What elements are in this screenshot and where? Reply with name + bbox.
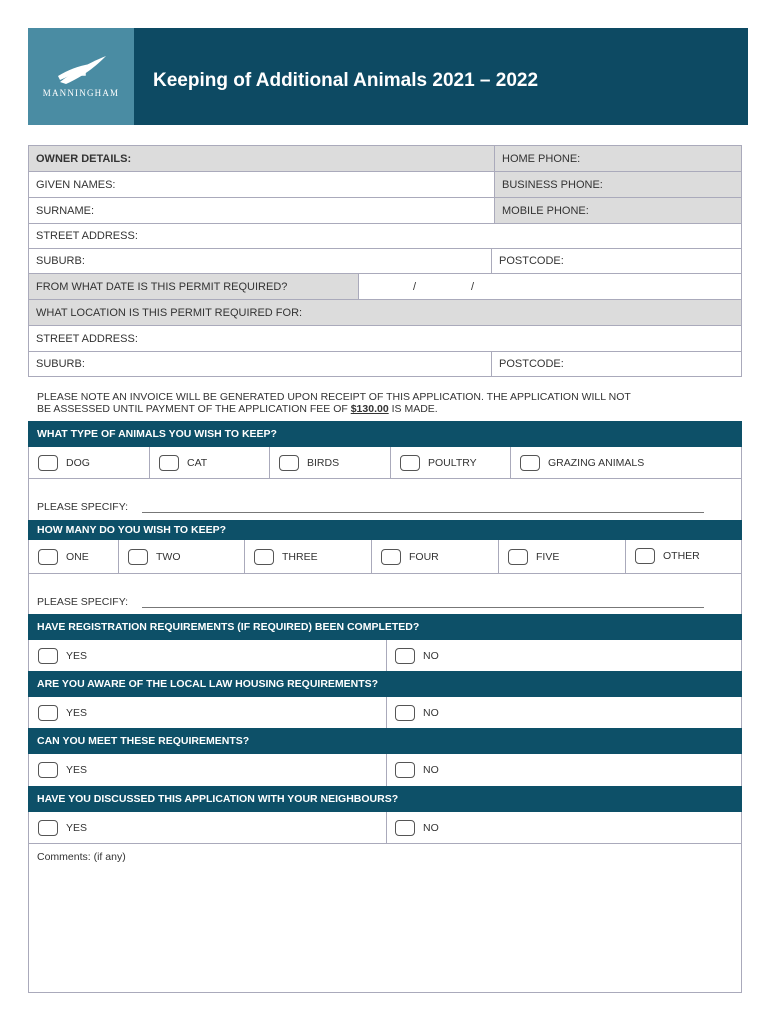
given-names-row: [28, 171, 742, 198]
location-suburb-field[interactable]: SUBURB:: [36, 358, 85, 370]
housing-no-checkbox[interactable]: NO: [395, 705, 439, 721]
checkbox-icon[interactable]: [159, 455, 179, 471]
checkbox-poultry[interactable]: POULTRY: [400, 455, 477, 471]
checkbox-one[interactable]: ONE: [38, 549, 89, 565]
page-title: Keeping of Additional Animals 2021 – 2022: [153, 70, 539, 91]
owner-street-row: [28, 223, 742, 249]
surname-field[interactable]: SURNAME:: [36, 204, 95, 217]
checkbox-icon[interactable]: [395, 648, 415, 664]
invoice-note-line2: BE ASSESSED UNTIL PAYMENT OF THE APPLICATION FEE OF $130.00 IS MADE.: [37, 403, 438, 415]
checkbox-other[interactable]: OTHER: [635, 548, 700, 564]
checkbox-icon[interactable]: [38, 762, 58, 778]
permit-date-row: [28, 273, 742, 300]
checkbox-five[interactable]: FIVE: [508, 549, 559, 565]
given-names-field[interactable]: GIVEN NAMES:: [36, 178, 116, 191]
comments-label: Comments: (if any): [37, 851, 126, 863]
checkbox-icon[interactable]: [254, 549, 274, 565]
checkbox-two[interactable]: TWO: [128, 549, 181, 565]
registration-question: HAVE REGISTRATION REQUIREMENTS (IF REQUIRED) BEEN COMPLETED?: [28, 614, 742, 640]
registration-no-checkbox[interactable]: NO: [395, 648, 439, 664]
checkbox-dog[interactable]: DOG: [38, 455, 90, 471]
checkbox-icon[interactable]: [38, 705, 58, 721]
surname-row: [28, 197, 742, 224]
home-phone-field[interactable]: HOME PHONE:: [494, 146, 741, 171]
comments-box[interactable]: [28, 843, 742, 993]
neighbours-no-checkbox[interactable]: NO: [395, 820, 439, 836]
checkbox-grazing-animals[interactable]: GRAZING ANIMALS: [520, 455, 644, 471]
housing-requirements-question: ARE YOU AWARE OF THE LOCAL LAW HOUSING REQUIREMENTS?: [28, 671, 742, 697]
checkbox-four[interactable]: FOUR: [381, 549, 439, 565]
meet-requirements-question: CAN YOU MEET THESE REQUIREMENTS?: [28, 728, 742, 754]
date-slash: /: [471, 280, 475, 293]
checkbox-icon[interactable]: [520, 455, 540, 471]
checkbox-icon[interactable]: [381, 549, 401, 565]
checkbox-icon[interactable]: [279, 455, 299, 471]
owner-street-address-field[interactable]: STREET ADDRESS:: [36, 230, 138, 242]
checkbox-icon[interactable]: [508, 549, 528, 565]
invoice-note-line1: PLEASE NOTE AN INVOICE WILL BE GENERATED UPON RECEIPT OF THIS APPLICATION. THE APPLICATION WILL NOT: [37, 391, 631, 403]
quantity-specify-field[interactable]: [142, 607, 704, 608]
quantity-specify-label: PLEASE SPECIFY:: [37, 596, 129, 608]
animal-type-question: WHAT TYPE OF ANIMALS YOU WISH TO KEEP?: [28, 421, 742, 447]
checkbox-icon[interactable]: [395, 762, 415, 778]
location-suburb-row: [28, 351, 742, 377]
location-postcode-field[interactable]: POSTCODE:: [491, 352, 741, 376]
logo: [28, 28, 134, 125]
location-street-address-field[interactable]: STREET ADDRESS:: [36, 332, 138, 345]
meet-requirements-yes-checkbox[interactable]: YES: [38, 762, 87, 778]
owner-details-label: OWNER DETAILS:: [29, 146, 494, 171]
owner-suburb-field[interactable]: SUBURB:: [36, 255, 85, 267]
neighbours-yes-checkbox[interactable]: YES: [38, 820, 87, 836]
application-fee: $130.00: [350, 403, 389, 415]
quantity-question: HOW MANY DO YOU WISH TO KEEP?: [28, 520, 742, 540]
animal-type-specify-field[interactable]: [142, 512, 704, 513]
date-slash: /: [413, 280, 417, 293]
animal-type-specify-label: PLEASE SPECIFY:: [37, 501, 129, 513]
checkbox-icon[interactable]: [38, 455, 58, 471]
checkbox-icon[interactable]: [38, 549, 58, 565]
checkbox-icon[interactable]: [38, 820, 58, 836]
manningham-bird-icon: [56, 54, 108, 86]
meet-requirements-no-checkbox[interactable]: NO: [395, 762, 439, 778]
checkbox-icon[interactable]: [128, 549, 148, 565]
owner-postcode-field[interactable]: POSTCODE:: [491, 249, 741, 273]
registration-yes-checkbox[interactable]: YES: [38, 648, 87, 664]
checkbox-icon[interactable]: [395, 820, 415, 836]
location-header-row: [28, 299, 742, 326]
checkbox-icon[interactable]: [38, 648, 58, 664]
owner-suburb-row: [28, 248, 742, 274]
checkbox-icon[interactable]: [400, 455, 420, 471]
invoice-note: [37, 391, 727, 415]
neighbours-question: HAVE YOU DISCUSSED THIS APPLICATION WITH YOUR NEIGHBOURS?: [28, 786, 742, 812]
owner-details-row: [28, 145, 742, 172]
checkbox-birds[interactable]: BIRDS: [279, 455, 339, 471]
mobile-phone-field[interactable]: MOBILE PHONE:: [494, 198, 741, 223]
logo-text: MANNINGHAM: [42, 88, 120, 98]
permit-date-field[interactable]: [358, 274, 741, 299]
checkbox-icon[interactable]: [635, 548, 655, 564]
location-street-row: [28, 325, 742, 352]
checkbox-icon[interactable]: [395, 705, 415, 721]
location-section-label: WHAT LOCATION IS THIS PERMIT REQUIRED FOR:: [36, 306, 303, 319]
checkbox-cat[interactable]: CAT: [159, 455, 207, 471]
permit-date-question: FROM WHAT DATE IS THIS PERMIT REQUIRED?: [29, 274, 358, 299]
housing-yes-checkbox[interactable]: YES: [38, 705, 87, 721]
business-phone-field[interactable]: BUSINESS PHONE:: [494, 172, 741, 197]
checkbox-three[interactable]: THREE: [254, 549, 318, 565]
